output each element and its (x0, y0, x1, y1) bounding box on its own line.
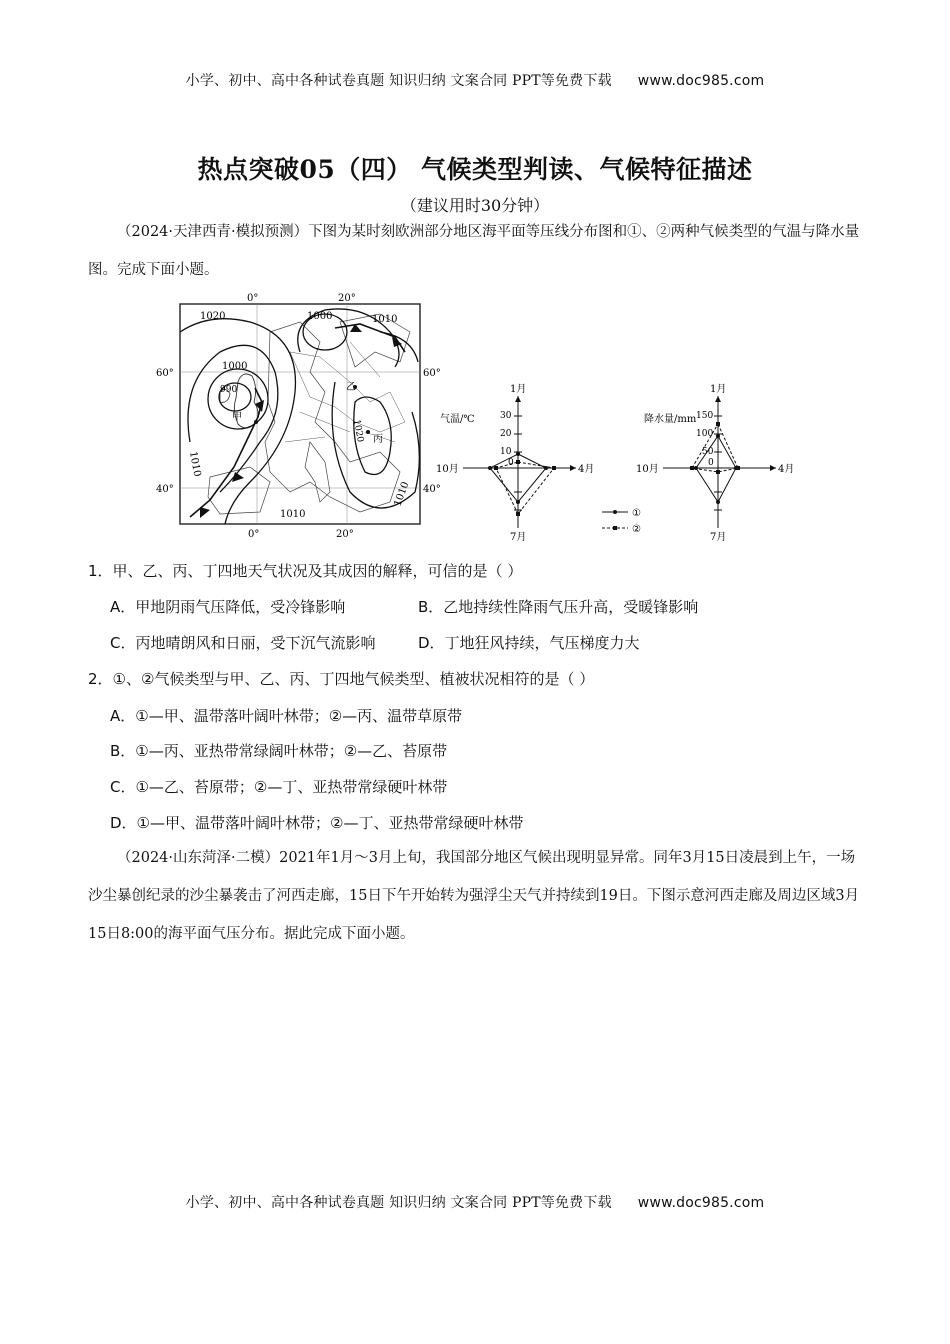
page-subtitle: （建议用时30分钟） (400, 196, 550, 215)
temp-tick: 30 (500, 411, 512, 421)
figure (150, 292, 795, 543)
isobar-label: 1020 (351, 418, 365, 444)
map-lat-right-60: 60° (423, 368, 441, 379)
isobar-map (156, 293, 441, 540)
precip-tick: 50 (702, 447, 714, 457)
page-footer (0, 1192, 950, 1212)
q1-option-b[interactable]: B．乙地持续性降雨气压升高，受暖锋影响 (418, 598, 699, 616)
q2-option-d[interactable]: D．①—甲、温带落叶阔叶林带；②—丁、亚热带常绿硬叶林带 (110, 814, 524, 832)
precipitation-chart (636, 383, 794, 543)
page-title: 热点突破05（四） 气候类型判读、气候特征描述 (197, 155, 753, 184)
q2-option-c[interactable]: C．①—乙、苔原带；②—丁、亚热带常绿硬叶林带 (110, 778, 448, 796)
isobar-label: 1010 (392, 480, 412, 509)
question-2-stem: 2．①、②气候类型与甲、乙、丙、丁四地气候类型、植被状况相符的是（ ） (88, 670, 595, 688)
precip-month-apr: 4月 (778, 464, 795, 475)
temp-tick: 10 (500, 447, 512, 457)
legend-series-2: ② (632, 524, 641, 535)
temperature-axis-label: 气温/℃ (440, 414, 475, 425)
precip-month-jul: 7月 (710, 532, 727, 543)
isobar-label: 990 (220, 385, 238, 395)
place-bing: 丙 (373, 434, 383, 445)
map-lon-bottom-20: 20° (336, 529, 354, 540)
intro-paragraph-2: （2024·山东菏泽·二模）2021年1月～3月上旬，我国部分地区气候出现明显异常。同年3月15日凌晨到上午，一场沙尘暴创纪录的沙尘暴袭击了河西走廊，15日下午开始转为强浮尘天气并持续到19日。下图示意河西走廊及周边区域3月15日8:00的海平面气压分布。据此完成下面小题。 (88, 850, 860, 942)
map-lat-left-40: 40° (156, 484, 174, 495)
map-lon-top-0: 0° (247, 293, 259, 304)
q1-option-c[interactable]: C．丙地晴朗风和日丽，受下沉气流影响 (110, 634, 376, 652)
temperature-chart (436, 383, 594, 543)
temp-month-apr: 4月 (578, 464, 595, 475)
precipitation-axis-label: 降水量/mm (644, 414, 697, 425)
footer-url[interactable]: www.doc985.com (637, 1195, 765, 1211)
page-header (0, 70, 950, 90)
isobar-label: 1000 (222, 361, 248, 372)
header-url[interactable]: www.doc985.com (637, 73, 765, 89)
place-yi: 乙 (346, 382, 356, 393)
q1-option-d[interactable]: D．丁地狂风持续，气压梯度力大 (418, 634, 640, 652)
temp-month-jan: 1月 (510, 384, 527, 395)
temp-month-jul: 7月 (510, 532, 527, 543)
chart-legend (602, 508, 641, 535)
precip-tick: 100 (696, 429, 714, 439)
q1-option-a[interactable]: A．甲地阴雨气压降低，受冷锋影响 (110, 598, 346, 616)
isobar-label: 1020 (200, 311, 226, 322)
question-1-stem: 1．甲、乙、丙、丁四地天气状况及其成因的解释，可信的是（ ） (88, 562, 523, 580)
header-text: 小学、初中、高中各种试卷真题 知识归纳 文案合同 PPT等免费下载 (185, 73, 612, 89)
isobar-label: 1010 (187, 450, 203, 478)
precip-tick: 150 (696, 411, 714, 421)
precip-month-oct: 10月 (636, 464, 659, 475)
temp-month-oct: 10月 (436, 464, 459, 475)
temp-tick: 20 (500, 429, 512, 439)
precip-tick: 0 (708, 458, 714, 468)
isobar-label: 1000 (307, 311, 333, 322)
intro-paragraph-1: （2024·天津西青·模拟预测）下图为某时刻欧洲部分地区海平面等压线分布图和①、②两种气候类型的气温与降水量图。完成下面小题。 (88, 224, 860, 278)
temp-tick: 0 (508, 458, 514, 468)
map-lon-top-20: 20° (338, 293, 356, 304)
isobar-label: 1010 (372, 314, 398, 325)
q2-option-a[interactable]: A．①—甲、温带落叶阔叶林带；②—丙、温带草原带 (110, 707, 463, 725)
map-lon-bottom-0: 0° (248, 529, 260, 540)
isobar-label: 1010 (280, 509, 306, 520)
q2-option-b[interactable]: B．①—丙、亚热带常绿阔叶林带；②—乙、苔原带 (110, 742, 448, 760)
map-lat-left-60: 60° (156, 368, 174, 379)
legend-series-1: ① (632, 508, 641, 519)
map-lat-right-40: 40° (423, 484, 441, 495)
footer-text: 小学、初中、高中各种试卷真题 知识归纳 文案合同 PPT等免费下载 (185, 1195, 612, 1211)
place-jia: 甲 (232, 412, 242, 423)
precip-month-jan: 1月 (710, 384, 727, 395)
